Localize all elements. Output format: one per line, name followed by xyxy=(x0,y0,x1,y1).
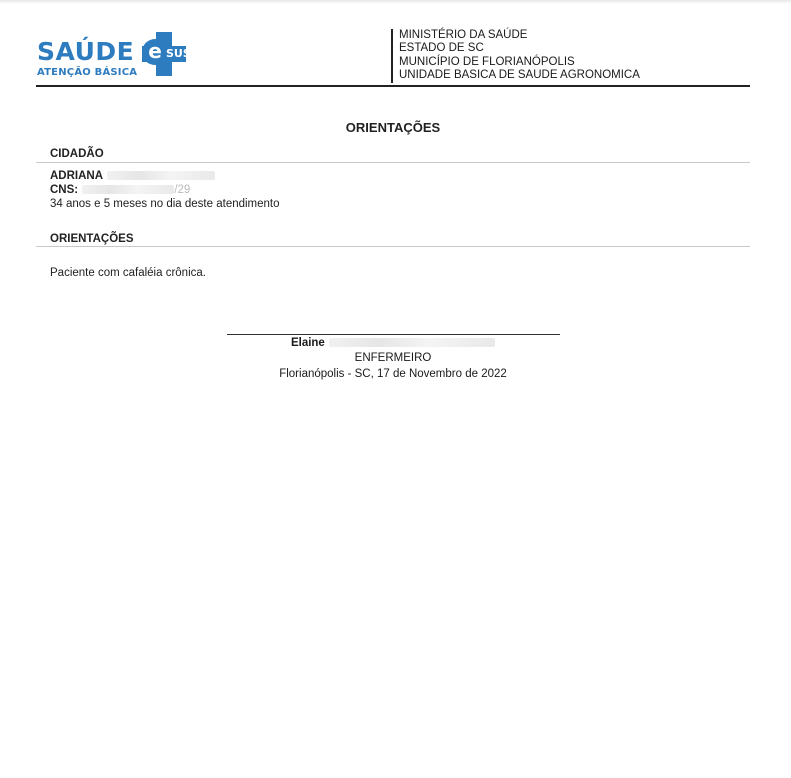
redacted-surname xyxy=(107,171,215,180)
institution-municipality: MUNICÍPIO DE FLORIANÓPOLIS xyxy=(399,55,575,68)
document-page xyxy=(36,0,750,778)
patient-section-heading: CIDADÃO xyxy=(50,148,104,160)
esus-logo xyxy=(36,30,196,80)
esus-cross-icon xyxy=(136,30,192,78)
patient-cns-line xyxy=(50,184,190,196)
logo-mark-letter: e xyxy=(142,39,168,65)
signature-name-line xyxy=(36,337,750,349)
redacted-signer-surname xyxy=(329,338,495,347)
signature-line xyxy=(227,334,560,335)
logo-title: SAÚDE xyxy=(37,37,135,66)
institution-unit: UNIDADE BASICA DE SAUDE AGRONOMICA xyxy=(399,69,640,82)
patient-age: 34 anos e 5 meses no dia deste atendimento xyxy=(50,198,280,210)
redacted-cns xyxy=(82,185,174,194)
cns-label: CNS: xyxy=(50,184,79,196)
orientations-section-divider xyxy=(36,246,750,247)
orientations-text: Paciente com cafaléia crônica. xyxy=(50,267,206,279)
logo-subtitle: ATENÇÃO BÁSICA xyxy=(37,67,138,78)
patient-name-line xyxy=(50,170,215,182)
patient-section-divider xyxy=(36,162,750,163)
institution-block xyxy=(391,29,640,83)
cns-suffix: /29 xyxy=(174,184,191,196)
signature-place-date: Florianópolis - SC, 17 de Novembro de 2022 xyxy=(279,368,507,380)
orientations-section-heading: ORIENTAÇÕES xyxy=(50,233,134,245)
patient-name: ADRIANA xyxy=(50,170,103,182)
institution-ministry: MINISTÉRIO DA SAÚDE xyxy=(399,29,528,41)
signer-role: ENFERMEIRO xyxy=(354,352,432,364)
logo-mark-text: SUS xyxy=(166,47,191,60)
header-divider xyxy=(36,85,750,87)
signer-name: Elaine xyxy=(290,337,325,349)
document-title: ORIENTAÇÕES xyxy=(345,120,441,135)
institution-state: ESTADO DE SC xyxy=(399,42,484,55)
